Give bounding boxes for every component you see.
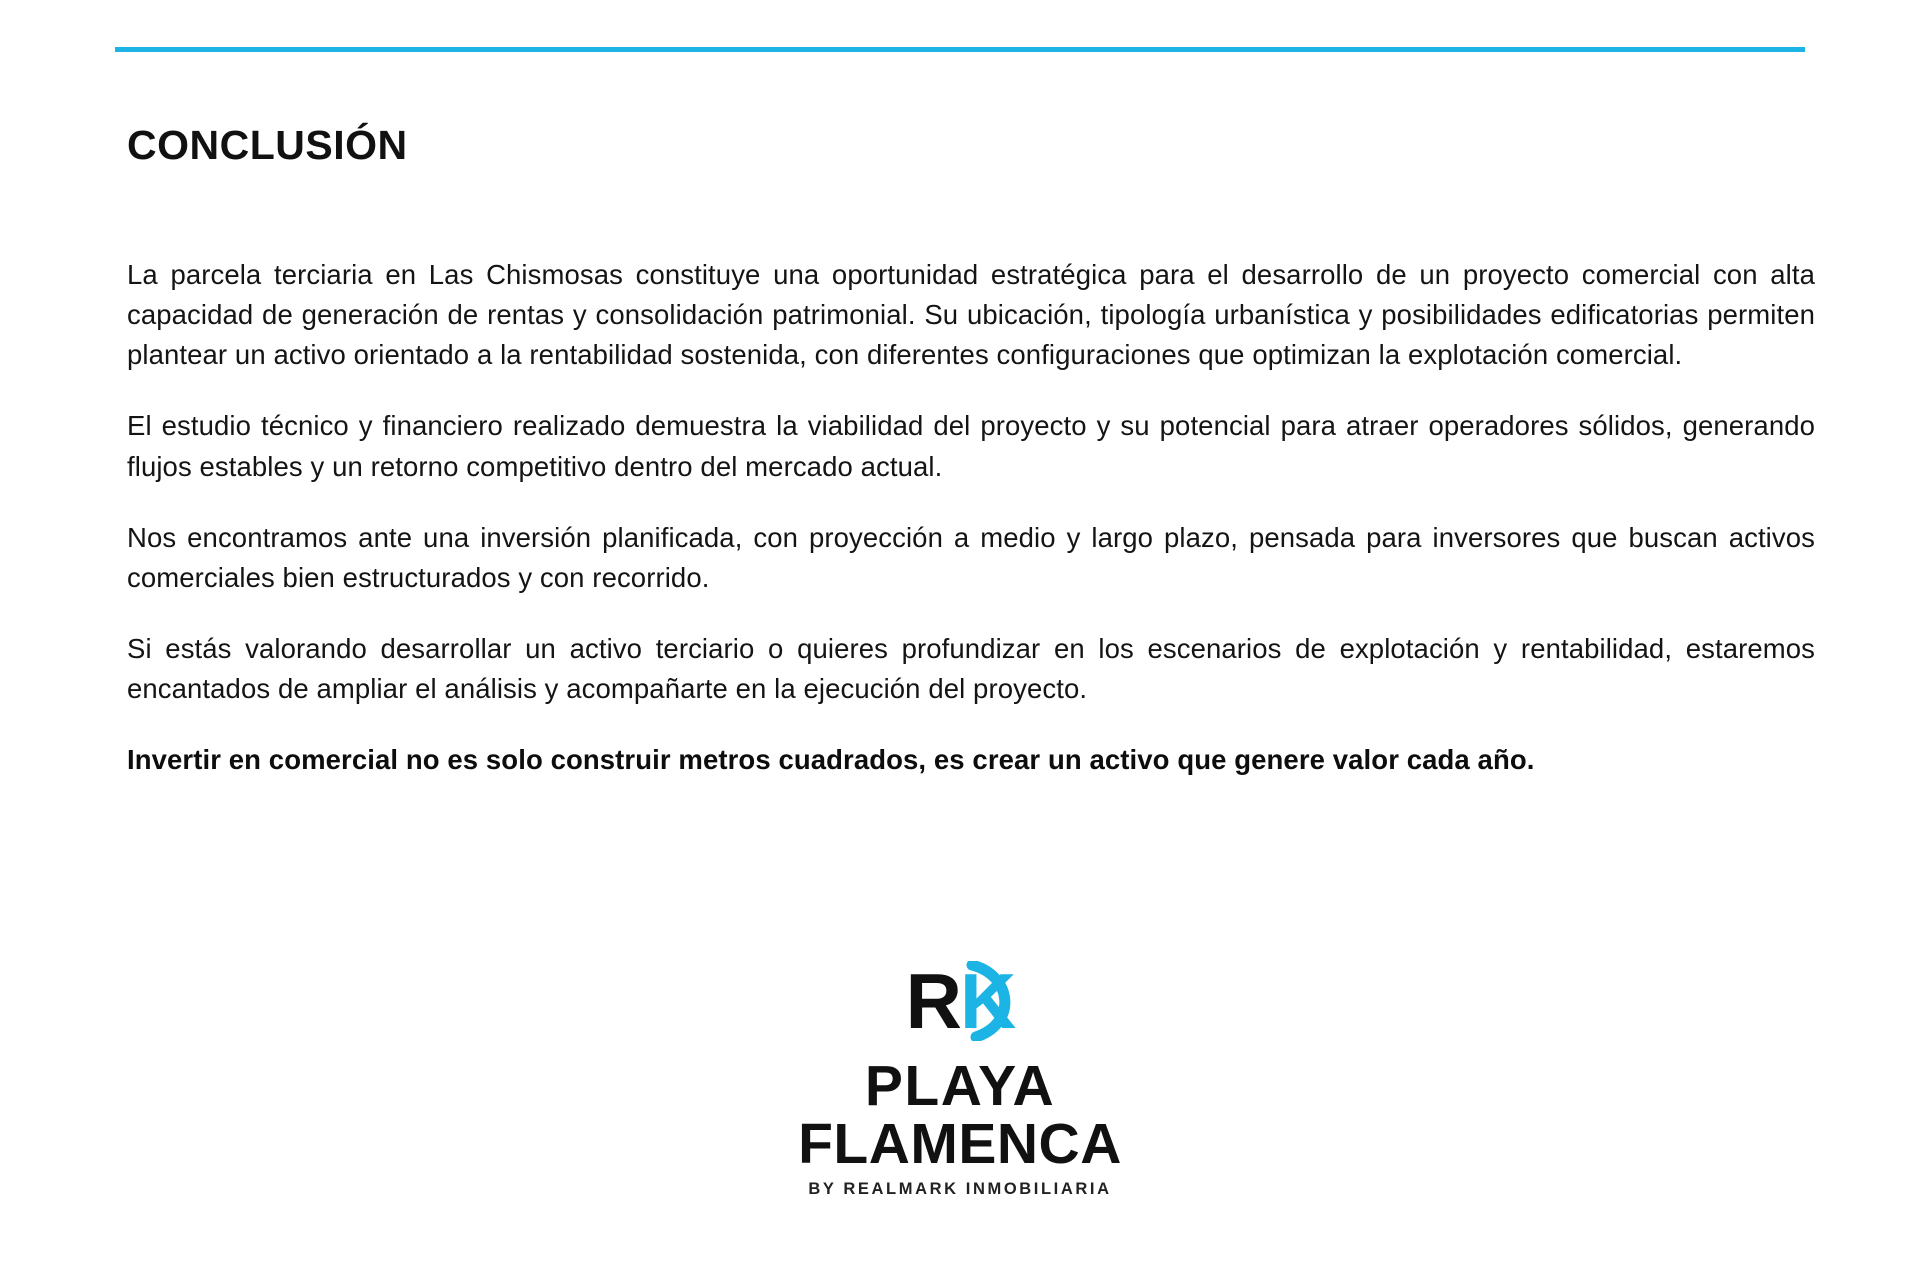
logo-line-flamenca: FLAMENCA — [798, 1112, 1122, 1177]
logo — [0, 955, 1920, 1199]
logo-mark-rk — [906, 955, 1015, 1047]
paragraph-2: El estudio técnico y financiero realizado demuestra la viabilidad del proyecto y su potencial para atraer operadores sólidos, generando flujos estables y un retorno competitivo dentro del mercado actual. — [127, 410, 1815, 482]
page-title: CONCLUSIÓN — [127, 122, 408, 168]
body-content — [127, 255, 1815, 780]
paragraph-1: La parcela terciaria en Las Chismosas constituye una oportunidad estratégica para el desarrollo de un proyecto comercial con alta capacidad de generación de rentas y consolidación patrimonial. Su ubicación, tipología urbanística y posibilidades edificatorias permiten plantear un activo orientado a la rentabilidad sostenida, con diferentes configuraciones que optimizan la explotación comercial. — [127, 259, 1815, 371]
logo-letter-k: K — [960, 957, 1015, 1045]
paragraph-4: Si estás valorando desarrollar un activo terciario o quieres profundizar en los escenarios de explotación y rentabilidad, estaremos encantados de ampliar el análisis y acompañarte en la ejecución del proyecto. — [127, 632, 1815, 705]
paragraph-3: Nos encontramos ante una inversión planificada, con proyección a medio y largo plazo, pensada para inversores que buscan activos comerciales bien estructurados y con recorrido. — [127, 521, 1815, 593]
highlight-statement: Invertir en comercial no es solo construir metros cuadrados, es crear un activo que genere valor cada año. — [127, 744, 1535, 776]
logo-line-playa: PLAYA — [864, 1054, 1056, 1118]
swoosh-icon — [966, 961, 1020, 1041]
logo-letter-r: R — [905, 957, 960, 1045]
logo-tagline: BY REALMARK INMOBILIARIA — [808, 1180, 1112, 1199]
top-accent-rule — [115, 47, 1805, 52]
